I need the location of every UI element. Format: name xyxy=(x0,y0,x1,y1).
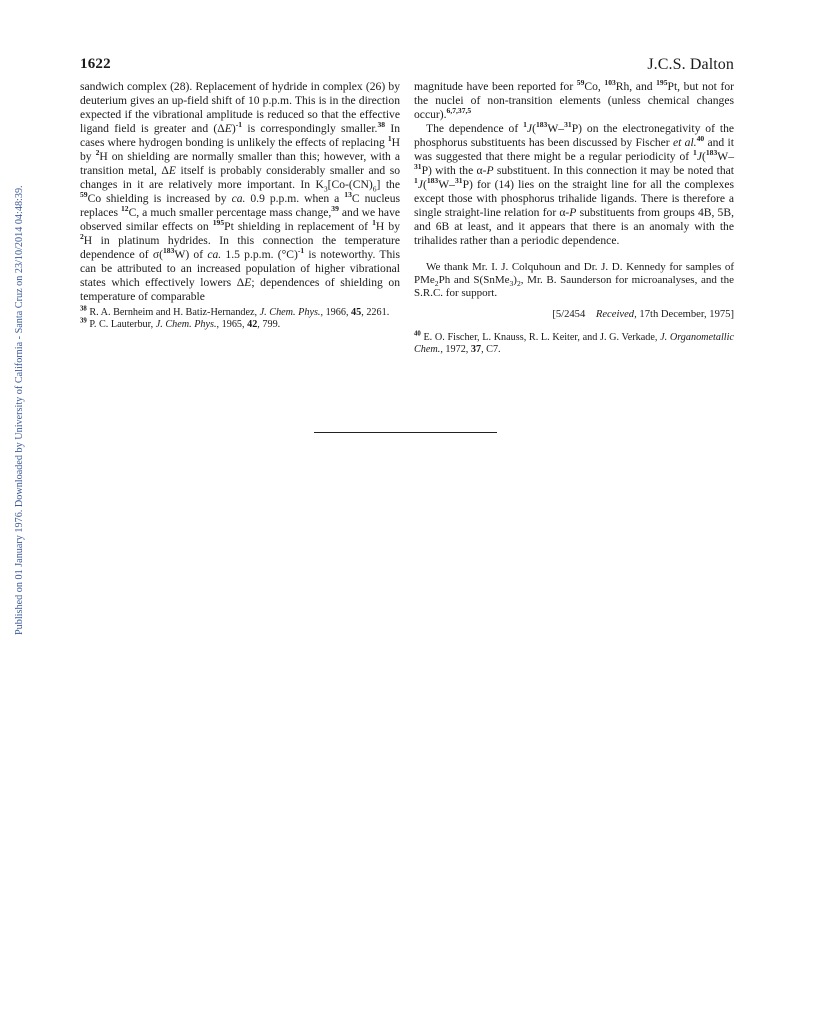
journal-name: J.C.S. Dalton xyxy=(647,56,734,73)
publication-stamp: Published on 01 January 1976. Downloaded by University of California - Santa Cruz on 23/10/2014 04:48:39. xyxy=(14,185,25,635)
reference-list: 6,7,37,5 xyxy=(446,106,472,116)
right-paragraph-dependence: The dependence of $^1$J($^{183}$W–$^{31}$P) on the electronegativity of the phosphorus substituents has been discussed by Fischer et al.$^{40}$ and it was suggested that there might be a regular periodicity of $^1$J($^{183}$W–$^{31}$P) with the α-P substituent. In this connection it may be noted that $^1$J($^{183}$W–$^{31}$P) for (14) lies on the straight line for all the complexes except those with phosphorus trihalide ligands. There is therefore a single straight-line relation for α-P substituents from groups 4B, 5B, and 6B at least, and it appears that there is an anomaly with the trihalides rather than a periodic dependence. xyxy=(414,120,735,247)
reference-40: 40 xyxy=(696,134,705,144)
end-of-article-rule xyxy=(314,432,497,433)
footnote-38: $^{38}$ R. A. Bernheim and H. Batiz-Hernandez, J. Chem. Phys., 1966, 45, 2261. xyxy=(80,305,390,318)
left-column xyxy=(80,80,400,331)
page-number: 1622 xyxy=(80,56,111,72)
reference-38: 38 xyxy=(377,120,386,130)
received-date: [5/2454 Received, 17th December, 1975] xyxy=(552,308,734,320)
left-footnotes xyxy=(80,307,400,331)
acknowledgements: We thank Mr. I. J. Colquhoun and Dr. J. D. Kennedy for samples of PMe$_2$Ph and $S(SnMe_3)_2$, Mr. B. Saunderson for microanalyses, and the S.R.C. for support. xyxy=(414,261,734,300)
footnote-39: $^{39}$ P. C. Lauterbur, J. Chem. Phys., 1965, 42, 799. xyxy=(80,317,281,330)
right-paragraph-continued: magnitude have been reported for $^{59}$Co, $^{103}$Rh, and $^{195}$Pt, but not for the nuclei of non-transition elements (unless chemical changes occur).$^{6,7,37,5}$ xyxy=(414,78,734,121)
reference-39: 39 xyxy=(331,204,339,214)
footnote-40: $^{40}$ E. O. Fischer, L. Knauss, R. L. Keiter, and J. G. Verkade, J. Organometallic Chem., 1972, 37, C7. xyxy=(414,330,734,355)
right-column xyxy=(414,80,734,356)
left-paragraph: sandwich complex (28). Replacement of hydride in complex (26) by deuterium gives an up-field shift of 10 p.p.m. This is in the direction expected if the vibrational amplitude is reduced so that the effective ligand field is greater and $(\Delta E)^{-1}$ is correspondingly smaller.$^{38}$ In cases where hydrogen bonding is unlikely the effects of replacing $^1$H by $^2$H on shielding are normally smaller than this; however, with a transition metal, ΔE itself is probably considerably smaller and so changes in it are relatively more important. In $K_3[Co-(CN)_6]$ the $^{59}$Co shielding is increased by ca. 0.9 p.p.m. when a $^{13}$C nucleus replaces $^{12}$C, a much smaller percentage mass change,$^{39}$ and we have observed similar effects on $^{195}$Pt shielding in replacement of $^1$H by $^2$H in platinum hydrides. In this connection the temperature dependence of σ($^{183}$W) of ca. 1.5 p.p.m. $(^\circ C)^{-1}$ is noteworthy. This can be attributed to an increased population of higher vibrational states which effectively lowers ΔE; dependences of shielding on temperature of comparable xyxy=(80,80,401,303)
right-footnotes xyxy=(414,332,734,356)
